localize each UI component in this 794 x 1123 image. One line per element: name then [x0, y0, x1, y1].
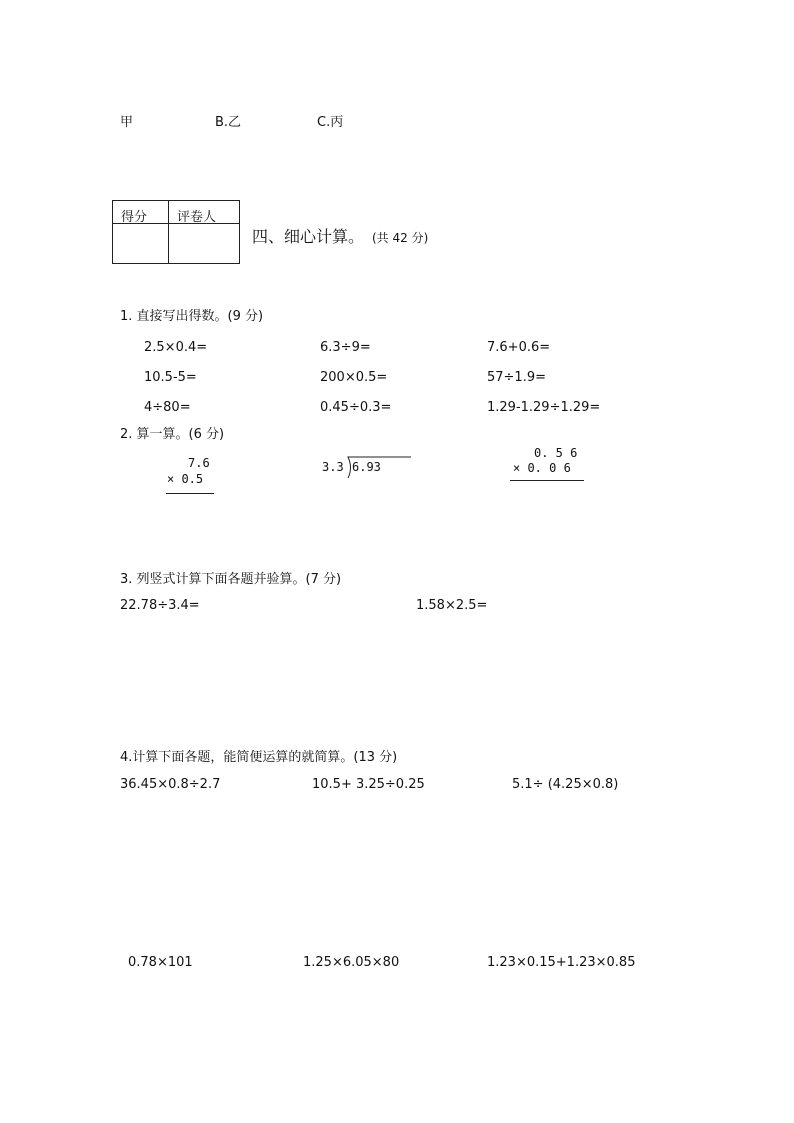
q1-item: 2.5×0.4=	[144, 340, 208, 355]
multiplicand: 0. 5 6	[534, 446, 578, 460]
option-b: B.乙	[215, 115, 242, 130]
q4-item: 1.25×6.05×80	[303, 955, 400, 970]
q1-item: 200×0.5=	[320, 370, 388, 385]
option-a: 甲	[120, 115, 134, 130]
q1-item: 0.45÷0.3=	[320, 400, 392, 415]
q3-item: 1.58×2.5=	[416, 598, 488, 613]
multiplier: × 0. 0 6	[513, 461, 571, 475]
q4-item: 1.23×0.15+1.23×0.85	[487, 955, 636, 970]
q3-title: 3. 列竖式计算下面各题并验算。(7 分)	[120, 572, 342, 587]
q4-title: 4.计算下面各题，能简便运算的就简算。(13 分)	[120, 750, 398, 765]
section-title: 四、细心计算。	[252, 227, 365, 246]
option-c: C.丙	[317, 115, 344, 130]
product-line	[510, 480, 584, 481]
divisor: 3.3	[322, 460, 344, 474]
multiplier: × 0.5	[167, 472, 204, 486]
product-line	[166, 493, 214, 494]
score-table	[112, 200, 240, 264]
dividend: 6.93	[352, 460, 381, 474]
score-label: 得分	[121, 210, 148, 225]
q3-item: 22.78÷3.4=	[120, 598, 200, 613]
q4-item: 36.45×0.8÷2.7	[120, 777, 221, 792]
grader-label: 评卷人	[177, 210, 217, 225]
q1-item: 10.5-5=	[144, 370, 197, 385]
multiplicand: 7.6	[188, 456, 210, 470]
q2-title: 2. 算一算。(6 分)	[120, 427, 225, 442]
q4-item: 5.1÷ (4.25×0.8)	[512, 777, 619, 792]
q1-item: 1.29-1.29÷1.29=	[487, 400, 601, 415]
q1-item: 4÷80=	[144, 400, 191, 415]
q1-item: 57÷1.9=	[487, 370, 547, 385]
q4-item: 0.78×101	[128, 955, 193, 970]
q1-title: 1. 直接写出得数。(9 分)	[120, 309, 264, 324]
q4-item: 10.5+ 3.25÷0.25	[312, 777, 425, 792]
section-points: (共 42 分)	[372, 231, 429, 245]
q1-item: 6.3÷9=	[320, 340, 371, 355]
score-table-divider	[168, 201, 169, 263]
q1-item: 7.6+0.6=	[487, 340, 551, 355]
